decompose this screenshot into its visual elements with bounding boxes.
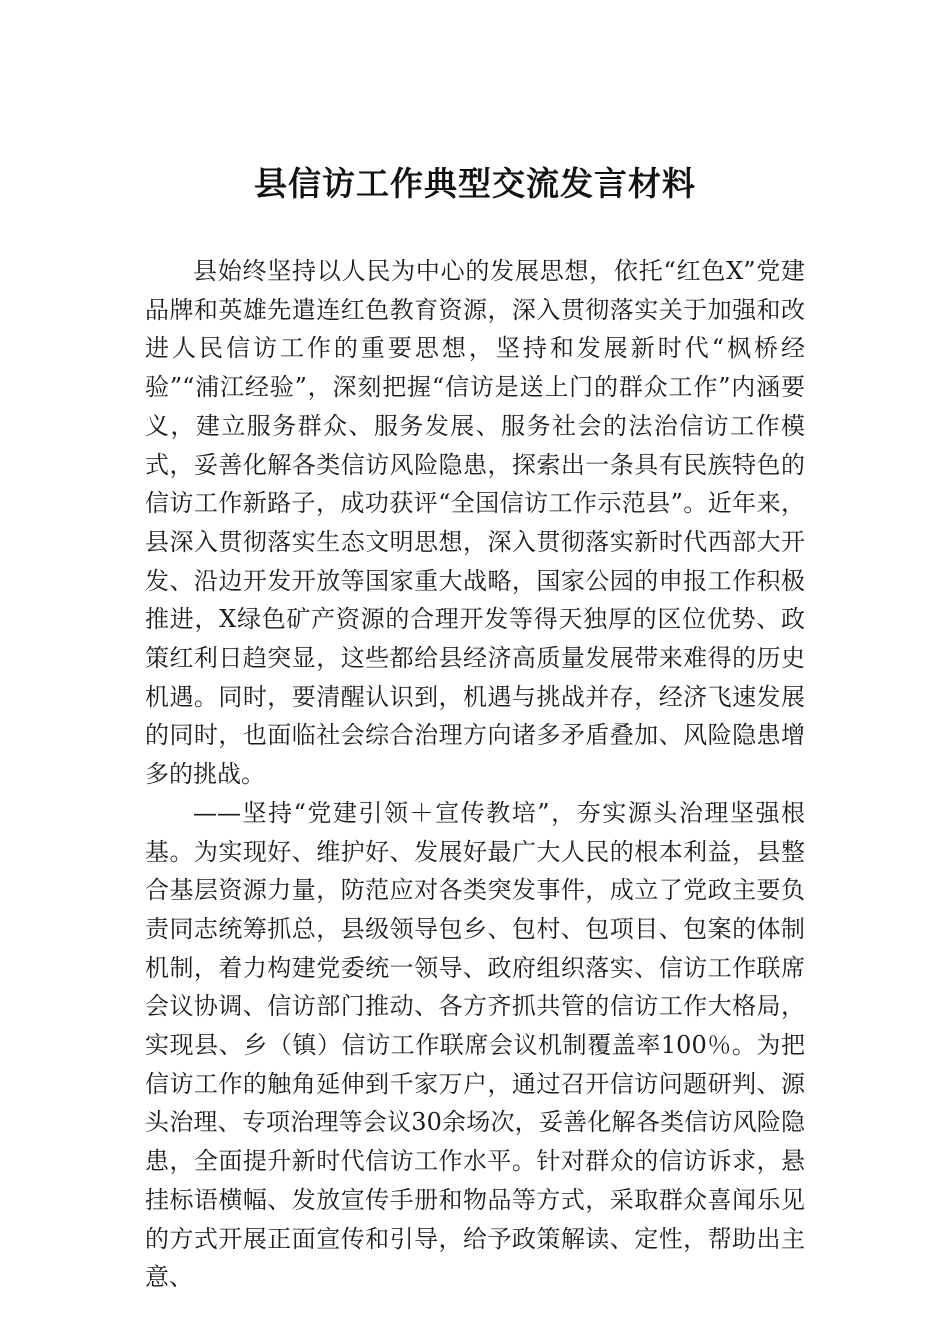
document-body xyxy=(145,252,805,1297)
document-title: 县信访工作典型交流发言材料 xyxy=(254,164,696,203)
body-paragraph-intro: 县始终坚持以人民为中心的发展思想，依托“红色X”党建品牌和英雄先遣连红色教育资源，深入贯彻落实关于加强和改进人民信访工作的重要思想，坚持和发展新时代“枫桥经验”“浦江经验”，深刻把握“信访是送上门的群众工作”内涵要义，建立服务群众、服务发展、服务社会的法治信访工作模式，妥善化解各类信访风险隐患，探索出一条具有民族特色的信访工作新路子，成功获评“全国信访工作示范县”。近年来，县深入贯彻落实生态文明思想，深入贯彻落实新时代西部大开发、沿边开发开放等国家重大战略，国家公园的申报工作积极推进，X绿色矿产资源的合理开发等得天独厚的区位优势、政策红利日趋突显，这些都给县经济高质量发展带来难得的历史机遇。同时，要清醒认识到，机遇与挑战并存，经济飞速发展的同时，也面临社会综合治理方向诸多矛盾叠加、风险隐患增多的挑战。 xyxy=(145,257,805,789)
body-paragraph-party-building: ——坚持“党建引领＋宣传教培”，夯实源头治理坚强根基。为实现好、维护好、发展好最广大人民的根本利益，县整合基层资源力量，防范应对各类突发事件，成立了党政主要负责同志统筹抓总，县级领导包乡、包村、包项目、包案的体制机制，着力构建党委统一领导、政府组织落实、信访工作联席会议协调、信访部门推动、各方齐抓共管的信访工作大格局，实现县、乡（镇）信访工作联席会议机制覆盖率100％。为把信访工作的触角延伸到千家万户，通过召开信访问题研判、源头治理、专项治理等会议30余场次，妥善化解各类信访风险隐患，全面提升新时代信访工作水平。针对群众的信访诉求，悬挂标语横幅、发放宣传手册和物品等方式，采取群众喜闻乐见的方式开展正面宣传和引导，给予政策解读、定性，帮助出主意、 xyxy=(145,798,805,1292)
